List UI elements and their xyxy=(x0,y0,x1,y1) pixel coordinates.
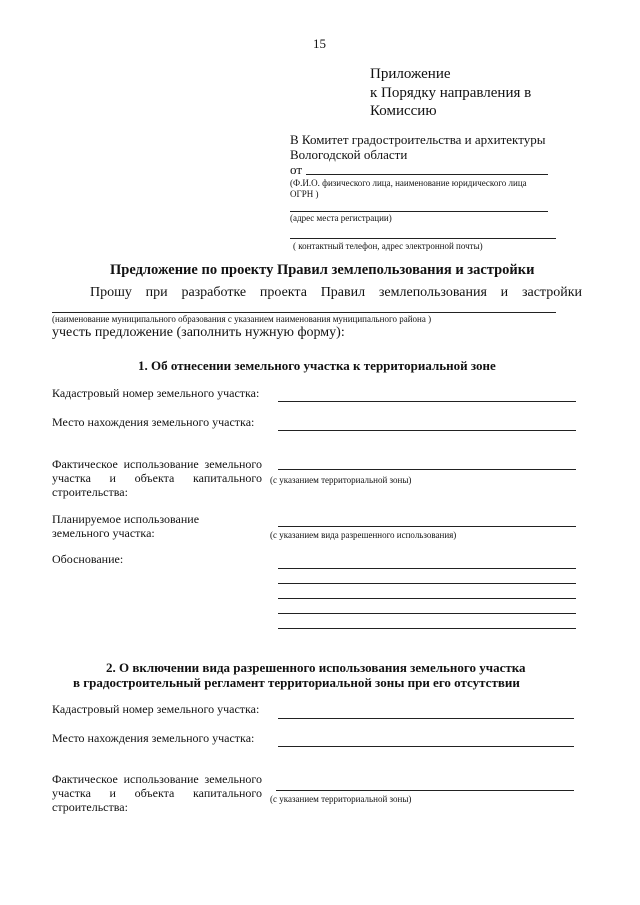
s2-actual-use-field[interactable] xyxy=(276,790,574,791)
recipient-line-1: В Комитет градостроительства и архитектуры xyxy=(290,132,546,147)
page-number: 15 xyxy=(313,36,326,51)
s2-cadastral-label: Кадастровый номер земельного участка: xyxy=(52,702,260,716)
s2-actual-use-label-2: участка и объекта капитального xyxy=(52,786,262,800)
appendix-line-1: Приложение xyxy=(370,66,451,82)
intro-word: разработке xyxy=(181,285,247,300)
section-1-title: 1. Об отнесении земельного участка к территориальной зоне xyxy=(138,358,496,373)
s1-justification-line-5[interactable] xyxy=(278,628,576,629)
s1-cadastral-label: Кадастровый номер земельного участка: xyxy=(52,386,260,400)
s2-cadastral-field[interactable] xyxy=(278,718,574,719)
s1-justification-line-4[interactable] xyxy=(278,613,576,614)
s1-actual-use-label-3: строительства: xyxy=(52,485,128,499)
s1-planned-use-hint: (с указанием вида разрешенного использования) xyxy=(270,530,457,540)
s1-actual-use-label-2: участка и объекта капитального xyxy=(52,471,262,485)
s1-cadastral-field[interactable] xyxy=(278,401,576,402)
s1-justification-line-1[interactable] xyxy=(278,568,576,569)
intro-word: проекта xyxy=(259,285,307,300)
fio-field-line xyxy=(290,211,548,212)
contact-hint: ( контактный телефон, адрес электронной почты) xyxy=(293,241,483,251)
intro-word: застройки xyxy=(521,285,582,300)
appendix-line-3: Комиссию xyxy=(370,103,437,119)
intro-word: при xyxy=(145,285,168,300)
s2-actual-use-label-3: строительства: xyxy=(52,800,128,814)
section-2-title-1: 2. О включении вида разрешенного использования земельного участка xyxy=(106,660,526,675)
intro-line-2: учесть предложение (заполнить нужную форму): xyxy=(52,325,345,340)
municipality-field-line xyxy=(52,312,556,313)
s2-actual-use-hint: (с указанием территориальной зоны) xyxy=(270,794,412,804)
appendix-line-2: к Порядку направления в xyxy=(370,85,532,101)
intro-word: Правил xyxy=(320,285,366,300)
s1-justification-label: Обоснование: xyxy=(52,552,124,566)
intro-word: Прошу xyxy=(90,285,132,300)
s2-actual-use-label-1: Фактическое использование земельного xyxy=(52,772,262,786)
intro-line-1 xyxy=(90,285,582,301)
s2-location-label: Место нахождения земельного участка: xyxy=(52,731,255,745)
s1-location-field[interactable] xyxy=(278,430,576,431)
s1-actual-use-label-1: Фактическое использование земельного xyxy=(52,457,262,471)
s1-justification-line-2[interactable] xyxy=(278,583,576,584)
intro-word: и xyxy=(500,285,509,300)
s2-location-field[interactable] xyxy=(278,746,574,747)
from-field-line xyxy=(306,174,548,175)
s1-actual-use-hint: (с указанием территориальной зоны) xyxy=(270,475,412,485)
fio-hint-1: (Ф.И.О. физического лица, наименование юридического лица xyxy=(290,178,527,188)
s1-planned-use-label-2: земельного участка: xyxy=(52,526,155,540)
municipality-hint: (наименование муниципального образования с указанием наименования муниципального района ) xyxy=(52,314,432,324)
section-2-title-2: в градостроительный регламент территориальной зоны при его отсутствии xyxy=(73,675,520,690)
fio-hint-2: ОГРН ) xyxy=(290,189,319,199)
s1-location-label: Место нахождения земельного участка: xyxy=(52,415,255,429)
s1-justification-line-3[interactable] xyxy=(278,598,576,599)
from-label: от xyxy=(290,162,303,177)
recipient-line-2: Вологодской области xyxy=(290,147,408,162)
s1-planned-use-field[interactable] xyxy=(278,526,576,527)
main-title: Предложение по проекту Правил землепользования и застройки xyxy=(110,262,535,278)
address-hint: (адрес места регистрации) xyxy=(290,213,392,223)
s1-actual-use-field[interactable] xyxy=(278,469,576,470)
intro-word: землепользования xyxy=(378,285,487,300)
contact-field-line xyxy=(290,238,556,239)
s1-planned-use-label-1: Планируемое использование xyxy=(52,512,200,526)
